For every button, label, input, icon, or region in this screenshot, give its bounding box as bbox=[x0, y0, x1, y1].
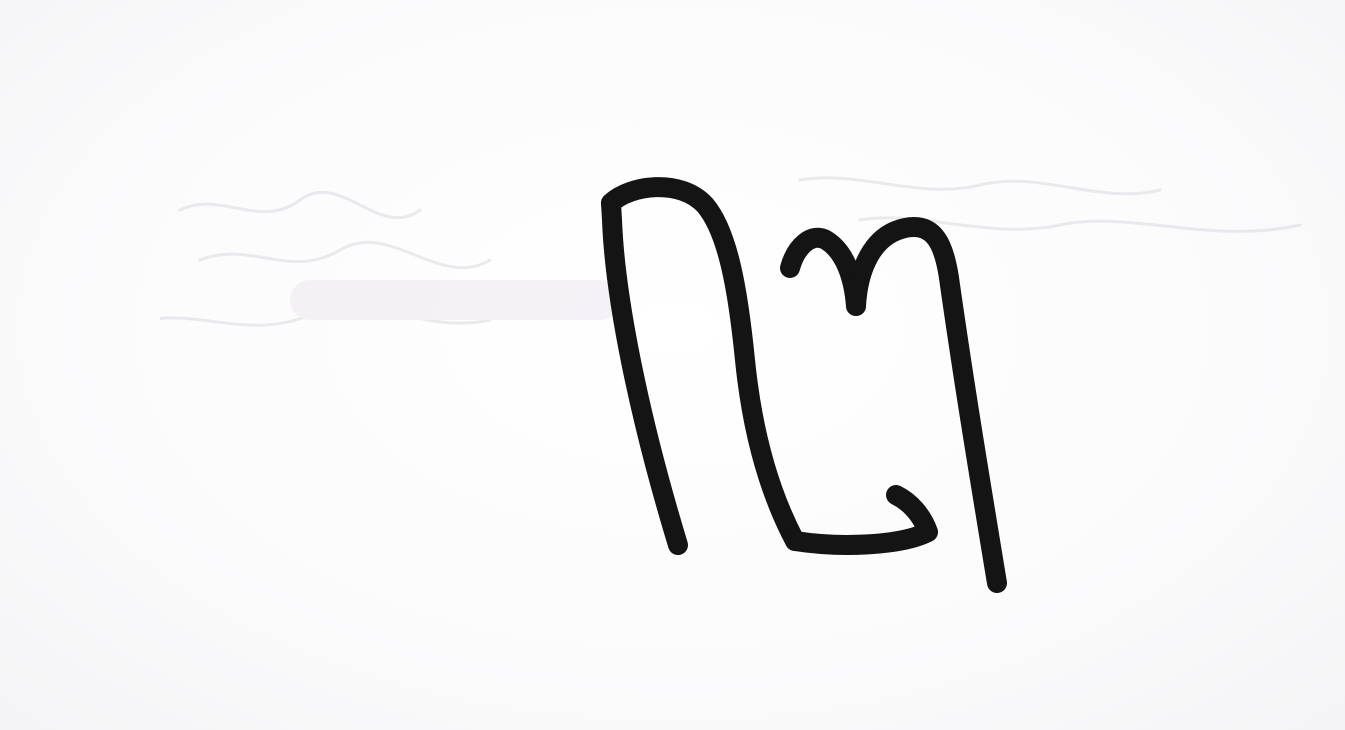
signature-small-loop bbox=[790, 238, 856, 306]
signature-bottom-hook bbox=[795, 495, 928, 545]
signature-left-arch bbox=[611, 203, 678, 545]
